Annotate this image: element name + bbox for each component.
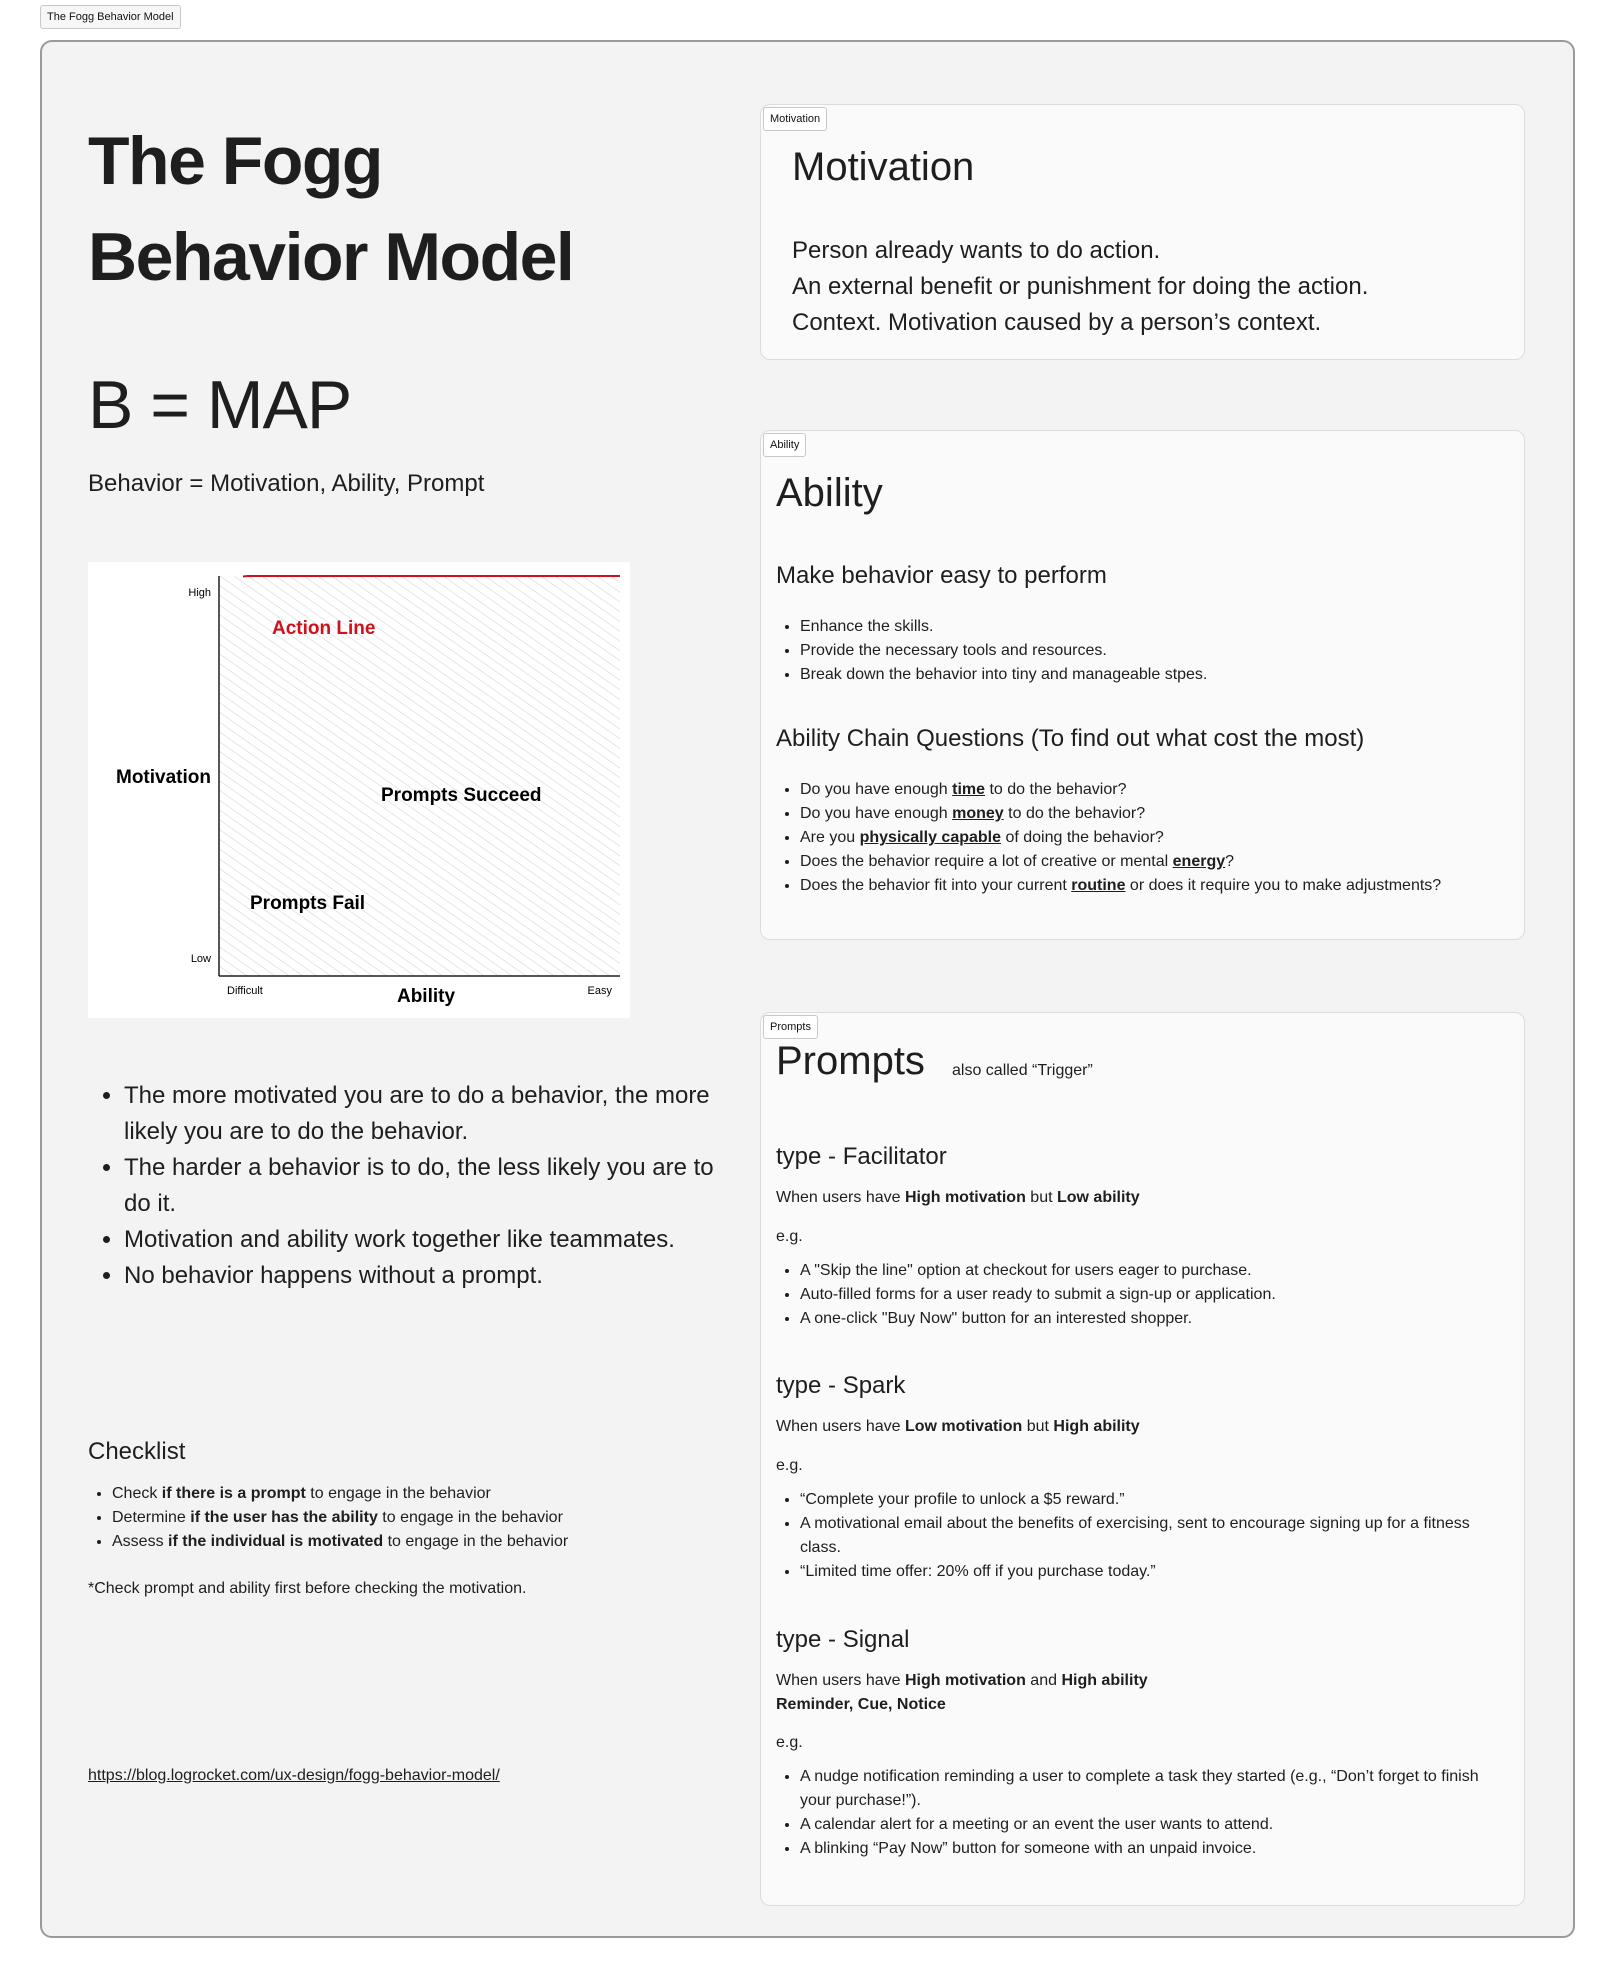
ability-chain-heading: Ability Chain Questions (To find out what cost the most)	[776, 725, 1365, 752]
checklist-note: *Check prompt and ability first before checking the motivation.	[88, 1580, 527, 1597]
motivation-card	[760, 104, 1525, 360]
spark-eg: e.g.	[776, 1457, 803, 1474]
spark-condition: When users have Low motivation but High ability	[776, 1418, 1140, 1435]
y-tick-low: Low	[190, 953, 211, 965]
spark-title: type - Spark	[776, 1372, 906, 1399]
example-item: • A nudge notification reminding a user to complete a task they started (e.g., “Don’t forget to finish your purchase!”).	[800, 1765, 1510, 1813]
checklist	[88, 1482, 568, 1554]
ability-chain-questions	[776, 778, 1441, 898]
ability-tip: • Provide the necessary tools and resources.	[800, 639, 1207, 663]
signal-types: Reminder, Cue, Notice	[776, 1696, 946, 1713]
key-point: • Motivation and ability work together like teammates.	[124, 1222, 724, 1258]
example-item: • A calendar alert for a meeting or an event the user wants to attend.	[800, 1813, 1510, 1837]
example-item: • A "Skip the line" option at checkout for users eager to purchase.	[800, 1259, 1276, 1283]
y-axis-label: Motivation	[116, 767, 211, 788]
example-item: • A blinking “Pay Now” button for someone with an unpaid invoice.	[800, 1837, 1510, 1861]
facilitator-title: type - Facilitator	[776, 1143, 947, 1170]
motivation-line: Person already wants to do action.	[792, 237, 1161, 264]
checklist-item: • Assess if the individual is motivated to engage in the behavior	[112, 1530, 568, 1554]
ability-tips	[776, 615, 1207, 687]
signal-examples	[776, 1765, 1510, 1861]
prompts-tab[interactable]: Prompts	[763, 1015, 818, 1039]
key-point: • The more motivated you are to do a behavior, the more likely you are to do the behavior.	[124, 1078, 724, 1150]
ability-tip: • Break down the behavior into tiny and manageable stpes.	[800, 663, 1207, 687]
y-tick-high: High	[188, 587, 211, 599]
x-tick-difficult: Difficult	[227, 985, 263, 997]
prompts-aside: also called “Trigger”	[952, 1062, 1093, 1079]
ability-tab[interactable]: Ability	[763, 433, 806, 457]
page-title	[88, 113, 573, 305]
fogg-chart-svg	[88, 562, 630, 1018]
prompts-card	[760, 1012, 1525, 1906]
example-item: • “Limited time offer: 20% off if you purchase today.”	[800, 1560, 1510, 1584]
action-line-curve	[243, 576, 620, 577]
formula-subtitle: Behavior = Motivation, Ability, Prompt	[88, 470, 485, 497]
title-line-1: The Fogg	[88, 123, 382, 199]
fogg-chart	[88, 562, 630, 1018]
prompts-heading: Prompts	[776, 1039, 925, 1083]
signal-title: type - Signal	[776, 1626, 910, 1653]
chain-question: • Do you have enough money to do the behavior?	[800, 802, 1441, 826]
ability-tip: • Enhance the skills.	[800, 615, 1207, 639]
x-axis-label: Ability	[396, 986, 456, 1007]
example-item: • “Complete your profile to unlock a $5 reward.”	[800, 1488, 1510, 1512]
chain-question: • Does the behavior fit into your current routine or does it require you to make adjustments?	[800, 874, 1441, 898]
title-line-2: Behavior Model	[88, 219, 574, 295]
facilitator-eg: e.g.	[776, 1228, 803, 1245]
example-item: • A one-click "Buy Now" button for an interested shopper.	[800, 1307, 1276, 1331]
key-point: • No behavior happens without a prompt.	[124, 1258, 724, 1294]
checklist-title: Checklist	[88, 1438, 186, 1465]
spark-examples	[776, 1488, 1510, 1584]
x-tick-easy: Easy	[587, 985, 612, 997]
key-point: • The harder a behavior is to do, the less likely you are to do it.	[124, 1150, 724, 1222]
checklist-item: • Determine if the user has the ability to engage in the behavior	[112, 1506, 568, 1530]
motivation-tab[interactable]: Motivation	[763, 107, 827, 131]
motivation-line: An external benefit or punishment for doing the action.	[792, 273, 1369, 300]
key-points	[88, 1078, 724, 1294]
checklist-item: • Check if there is a prompt to engage in the behavior	[112, 1482, 568, 1506]
facilitator-examples	[776, 1259, 1276, 1331]
source-link[interactable]: https://blog.logrocket.com/ux-design/fogg-behavior-model/	[88, 1767, 500, 1784]
frame-label[interactable]: The Fogg Behavior Model	[40, 5, 181, 29]
example-item: • A motivational email about the benefits of exercising, sent to encourage signing up for a fitness class.	[800, 1512, 1510, 1560]
prompts-fail-label: Prompts Fail	[250, 893, 366, 914]
prompts-succeed-label: Prompts Succeed	[381, 785, 542, 806]
chain-question: • Are you physically capable of doing the behavior?	[800, 826, 1441, 850]
ability-subheading: Make behavior easy to perform	[776, 562, 1107, 589]
chain-question: • Do you have enough time to do the behavior?	[800, 778, 1441, 802]
formula: B = MAP	[88, 367, 352, 443]
chain-question: • Does the behavior require a lot of creative or mental energy?	[800, 850, 1441, 874]
facilitator-condition: When users have High motivation but Low ability	[776, 1189, 1140, 1206]
ability-heading: Ability	[776, 471, 883, 515]
motivation-heading: Motivation	[792, 145, 975, 189]
motivation-line: Context. Motivation caused by a person’s context.	[792, 309, 1322, 336]
ability-card	[760, 430, 1525, 940]
action-line-label: Action Line	[272, 618, 376, 639]
example-item: • Auto-filled forms for a user ready to submit a sign-up or application.	[800, 1283, 1276, 1307]
motivation-lines	[792, 233, 1368, 341]
signal-eg: e.g.	[776, 1734, 803, 1751]
signal-condition: When users have High motivation and High ability	[776, 1672, 1148, 1689]
